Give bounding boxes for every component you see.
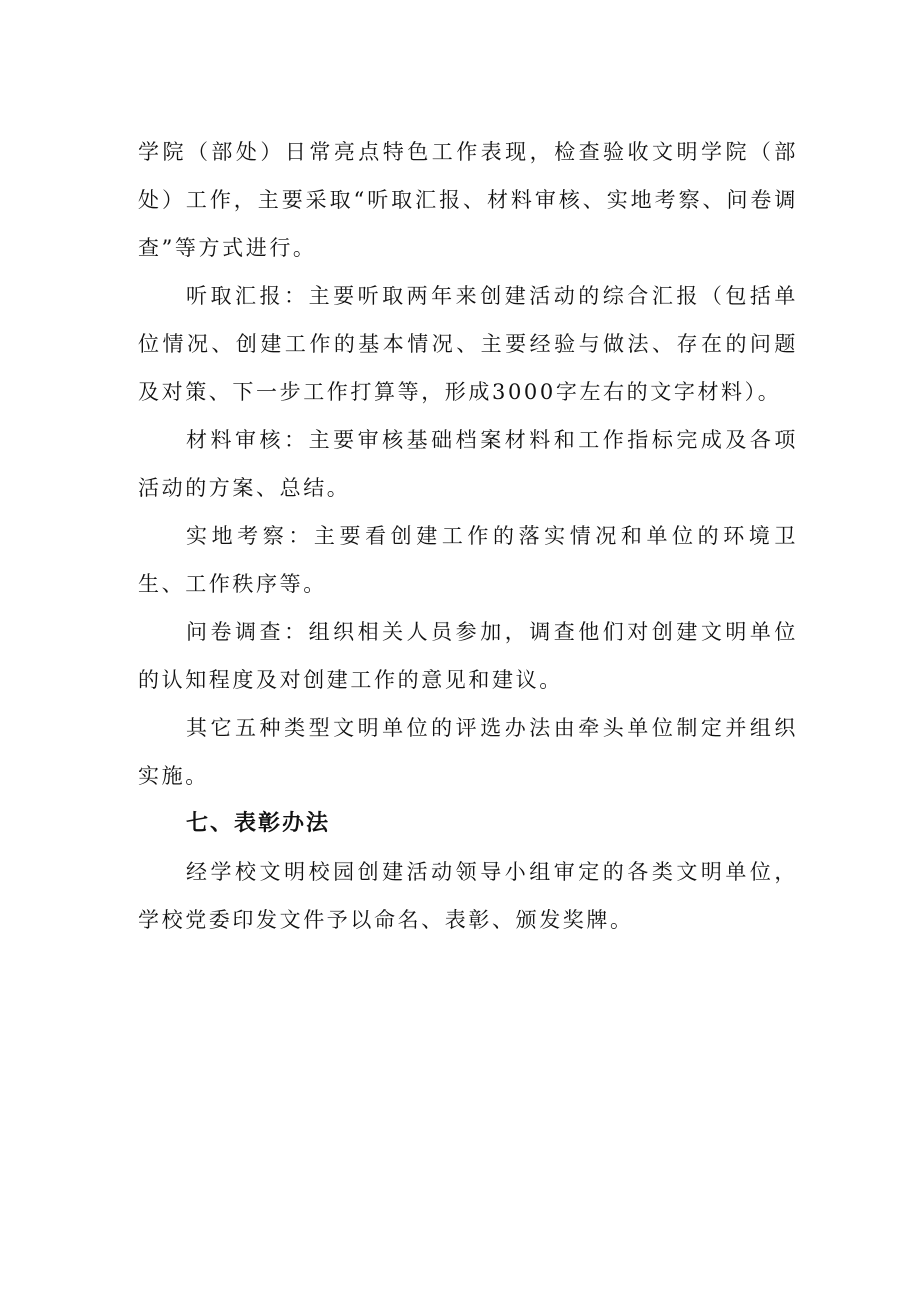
- paragraph-commendation: 经学校文明校园创建活动领导小组审定的各类文明单位，学校党委印发文件予以命名、表彰、颁发奖牌。: [138, 860, 798, 932]
- paragraph-material-review: 材料审核：主要审核基础档案材料和工作指标完成及各项活动的方案、总结。: [138, 428, 798, 500]
- paragraph-questionnaire: 问卷调查：组织相关人员参加，调查他们对创建文明单位的认知程度及对创建工作的意见和建议。: [138, 620, 798, 692]
- paragraph-site-inspection: 实地考察：主要看创建工作的落实情况和单位的环境卫生、工作秩序等。: [138, 524, 798, 596]
- document-body: [138, 128, 798, 944]
- paragraph-other-units: 其它五种类型文明单位的评选办法由牵头单位制定并组织实施。: [138, 716, 798, 788]
- section-heading-commendation: 七、表彰办法: [186, 811, 331, 836]
- paragraph-evaluation-methods: 学院（部处）日常亮点特色工作表现，检查验收文明学院（部处）工作，主要采取“听取汇报、材料审核、实地考察、问卷调查”等方式进行。: [138, 140, 798, 260]
- paragraph-report: 听取汇报：主要听取两年来创建活动的综合汇报（包括单位情况、创建工作的基本情况、主要经验与做法、存在的问题及对策、下一步工作打算等，形成3000字左右的文字材料）。: [138, 284, 798, 404]
